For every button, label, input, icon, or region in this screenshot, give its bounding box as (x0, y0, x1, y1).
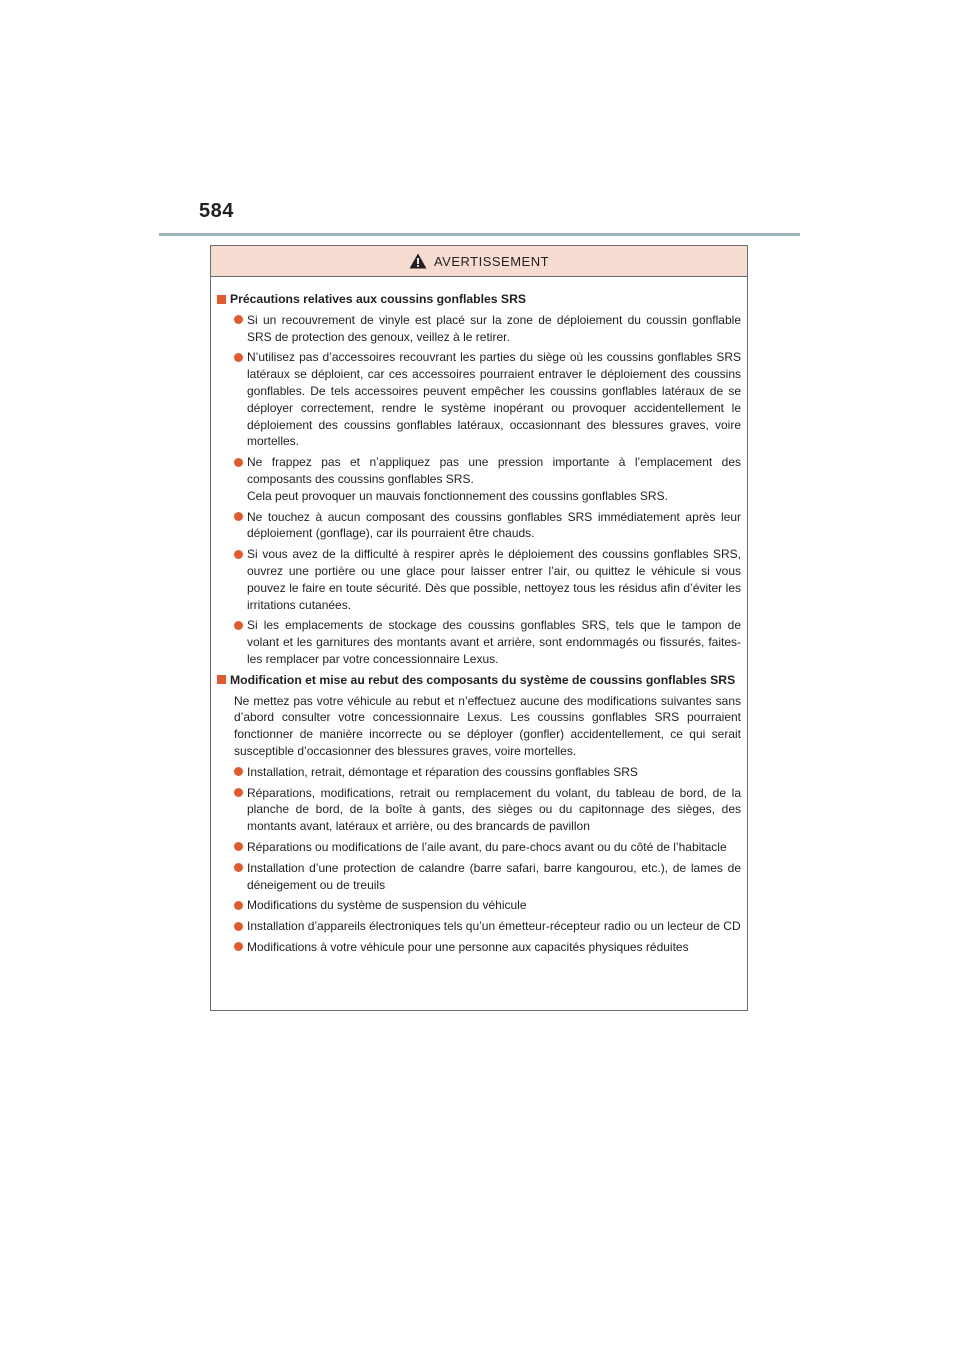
square-bullet-icon (217, 675, 226, 684)
round-bullet-icon (234, 901, 243, 910)
warning-title: AVERTISSEMENT (433, 253, 550, 269)
list-item: Installation d’appareils électroniques tels qu’un émetteur-récepteur radio ou un lecteur de CD (234, 918, 741, 935)
round-bullet-icon (234, 458, 243, 467)
warning-body (211, 277, 747, 956)
round-bullet-icon (234, 353, 243, 362)
list-item-note: Cela peut provoquer un mauvais fonctionnement des coussins gonflables SRS. (247, 488, 668, 503)
warning-box (210, 245, 748, 1011)
round-bullet-icon (234, 767, 243, 776)
list-item: Réparations, modifications, retrait ou remplacement du volant, du tableau de bord, de la planche de bord, de la boîte à gants, des sièges ou du capitonnage des sièges, des montants avant, latéraux et arrière, ou des brancards de pavillon (234, 785, 741, 835)
list-item-text: Ne frappez pas et n’appliquez pas une pression importante à l’emplacement des composants des coussins gonflables SRS. (247, 455, 741, 486)
list-item: Si les emplacements de stockage des coussins gonflables SRS, tels que le tampon de volant et les garnitures des montants avant et arrière, sont endommagés ou fissurés, faites-les remplacer par votre concessionnaire Lexus. (234, 617, 741, 667)
square-bullet-icon (217, 295, 226, 304)
warning-triangle-icon (409, 253, 427, 269)
list-item: N’utilisez pas d’accessoires recouvrant les parties du siège où les coussins gonflables SRS latéraux se déploient, car ces accessoires pourraient entraver le déploiement des coussins gonflables. De tels accessoires peuvent empêcher les coussins gonflables latéraux de se déployer correctement, rendre le système inopérant ou provoquer accidentellement le déploiement des coussins gonflables latéraux, occasionnant des blessures graves, voire mortelles. (234, 349, 741, 450)
list-item: Si un recouvrement de vinyle est placé sur la zone de déploiement du coussin gonflable SRS de protection des genoux, veillez à le retirer. (234, 312, 741, 346)
round-bullet-icon (234, 550, 243, 559)
round-bullet-icon (234, 315, 243, 324)
list-item: Installation, retrait, démontage et réparation des coussins gonflables SRS (234, 764, 741, 781)
section-title-modification: Modification et mise au rebut des composants du système de coussins gonflables SRS (217, 672, 741, 689)
list-item: Installation d’une protection de calandre (barre safari, barre kangourou, etc.), de lames de déneigement ou de treuils (234, 860, 741, 894)
round-bullet-icon (234, 942, 243, 951)
warning-header (211, 246, 747, 277)
page-number: 584 (199, 200, 234, 222)
section-intro: Ne mettez pas votre véhicule au rebut et n’effectuez aucune des modifications suivantes sans d’abord consulter votre concessionnaire Lexus. Les coussins gonflables SRS pourraient fonctionner de manière incorrecte ou se déployer (gonfler) accidentellement, ce qui serait susceptible d’occasionner des blessures graves, voire mortelles. (234, 693, 741, 758)
precautions-list (217, 312, 741, 668)
round-bullet-icon (234, 863, 243, 872)
list-item: Modifications à votre véhicule pour une personne aux capacités physiques réduites (234, 939, 741, 956)
list-item: Modifications du système de suspension du véhicule (234, 897, 741, 914)
round-bullet-icon (234, 788, 243, 797)
round-bullet-icon (234, 922, 243, 931)
header-rule (159, 233, 800, 236)
round-bullet-icon (234, 842, 243, 851)
list-item (234, 454, 741, 504)
round-bullet-icon (234, 621, 243, 630)
list-item: Réparations ou modifications de l’aile avant, du pare-chocs avant ou du côté de l’habitacle (234, 839, 741, 856)
list-item: Si vous avez de la difficulté à respirer après le déploiement des coussins gonflables SRS, ouvrez une portière ou une glace pour laisser entrer l’air, ou quittez le véhicule si vous pouvez le faire en toute sécurité. Dès que possible, nettoyez tous les résidus afin d’éviter les irritations cutanées. (234, 546, 741, 613)
section-title-precautions: Précautions relatives aux coussins gonflables SRS (217, 291, 741, 308)
round-bullet-icon (234, 512, 243, 521)
list-item: Ne touchez à aucun composant des coussins gonflables SRS immédiatement après leur déploiement (gonflage), car ils pourraient être chauds. (234, 509, 741, 543)
modification-list (217, 764, 741, 956)
